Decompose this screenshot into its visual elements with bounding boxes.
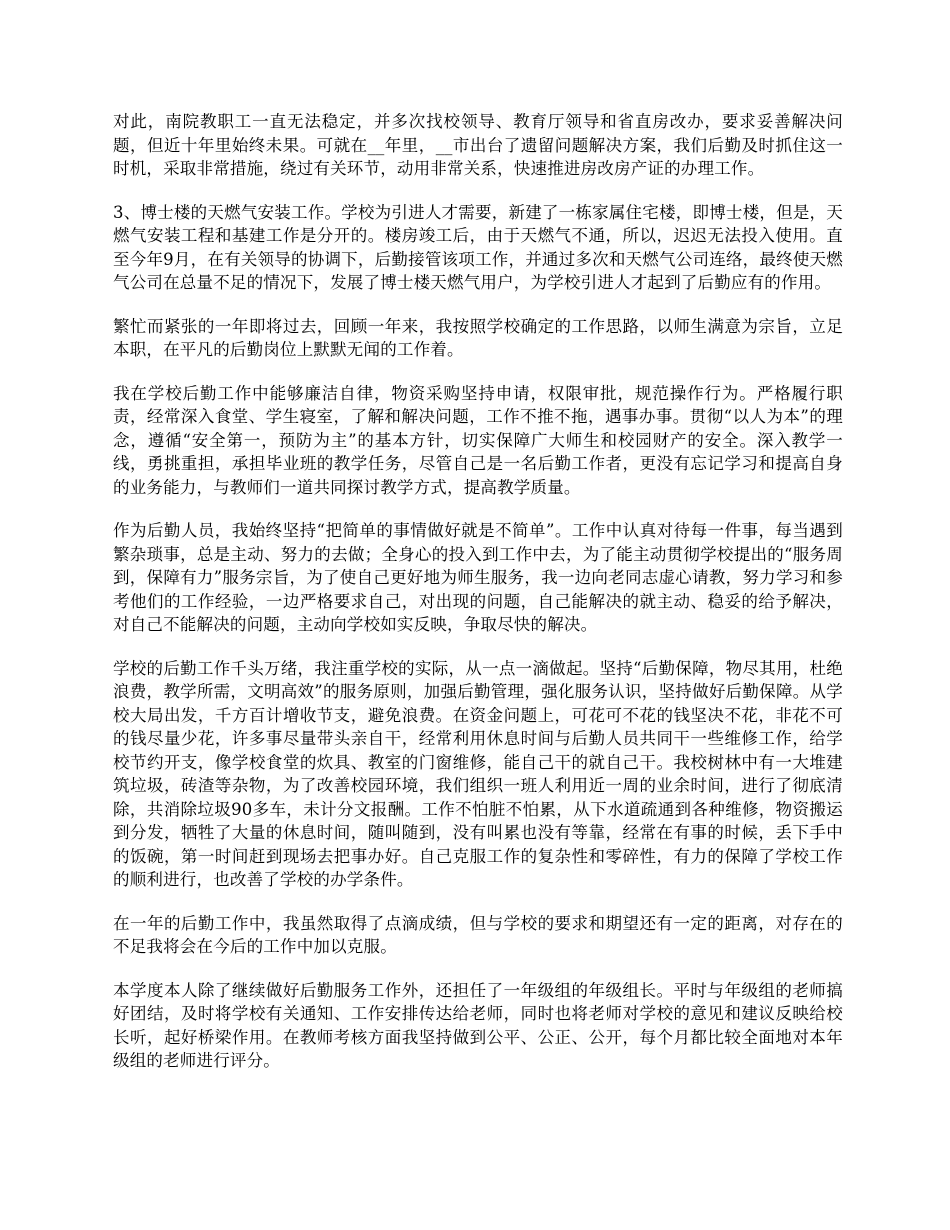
paragraph-shortcomings: 在一年的后勤工作中，我虽然取得了点滴成绩，但与学校的要求和期望还有一定的距离，对存在的不足我将会在今后的工作中加以克服。 <box>113 913 843 956</box>
paragraph-gas-installation: 3、博士楼的天燃气安装工作。学校为引进人才需要，新建了一栋家属住宅楼，即博士楼，但是，天燃气安装工程和基建工作是分开的。楼房竣工后，由于天燃气不通，所以，迟迟无法投入使用。直至今年9月，在有关领导的协调下，后勤接管该项工作，并通过多次和天燃气公司连络，最终使天燃气公司在总量不足的情况下，发展了博士楼天燃气用户，为学校引进人才起到了后勤应有的作用。 <box>113 202 843 292</box>
paragraph-logistics-work: 学校的后勤工作千头万绪，我注重学校的实际，从一点一滴做起。坚持“后勤保障，物尽其用，杜绝浪费，教学所需，文明高效”的服务原则，加强后勤管理，强化服务认识，坚持做好后勤保障。从学校大局出发，千方百计增收节支，避免浪费。在资金问题上，可花可不花的钱坚决不花，非花不可的钱尽量少花，许多事尽量带头亲自干，经常利用休息时间与后勤人员共同干一些维修工作，给学校节约开支，像学校食堂的炊具、教室的门窗维修，能自己干的就自己干。我校树林中有一大堆建筑垃圾，砖渣等杂物，为了改善校园环境，我们组织一班人利用近一周的业余时间，进行了彻底清除，共消除垃圾90多车，未计分文报酬。工作不怕脏不怕累，从下水道疏通到各种维修，物资搬运到分发，牺牲了大量的休息时间，随叫随到，没有叫累也没有等靠，经常在有事的时候，丢下手中的饭碗，第一时间赶到现场去把事办好。自己克服工作的复杂性和零碎性，有力的保障了学校工作的顺利进行，也改善了学校的办学条件。 <box>113 658 843 889</box>
paragraph-year-review: 繁忙而紧张的一年即将过去，回顾一年来，我按照学校确定的工作思路，以师生满意为宗旨，立足本职，在平凡的后勤岗位上默默无闻的工作着。 <box>113 316 843 359</box>
paragraph-integrity: 我在学校后勤工作中能够廉洁自律，物资采购坚持申请，权限审批，规范操作行为。严格履行职责，经常深入食堂、学生寝室，了解和解决问题，工作不推不拖，遇事办事。贯彻“以人为本”的理念，遵循“安全第一，预防为主”的基本方针，切实保障广大师生和校园财产的安全。深入教学一线，勇挑重担，承担毕业班的教学任务，尽管自己是一名后勤工作者，更没有忘记学习和提高自身的业务能力，与教师们一道共同探讨教学方式，提高教学质量。 <box>113 383 843 497</box>
paragraph-service-attitude: 作为后勤人员，我始终坚持“把简单的事情做好就是不简单”。工作中认真对待每一件事，每当遇到繁杂琐事，总是主动、努力的去做；全身心的投入到工作中去，为了能主动贯彻学校提出的“服务周到，保障有力”服务宗旨，为了使自己更好地为师生服务，我一边向老同志虚心请教，努力学习和参考他们的工作经验，一边严格要求自己，对出现的问题，自己能解决的就主动、稳妥的给予解决，对自己不能解决的问题，主动向学校如实反映，争取尽快的解决。 <box>113 521 843 634</box>
paragraph-property-certificate: 对此，南院教职工一直无法稳定，并多次找校领导、教育厅领导和省直房改办，要求妥善解决问题，但近十年里始终未果。可就在__年里，__市出台了遗留问题解决方案，我们后勤及时抓住这一时机，采取非常措施，绕过有关环节，动用非常关系，快速推进房改房产证的办理工作。 <box>113 112 843 178</box>
document-body <box>113 110 843 1073</box>
paragraph-grade-leader: 本学度本人除了继续做好后勤服务工作外，还担任了一年级组的年级组长。平时与年级组的老师搞好团结，及时将学校有关通知、工作安排传达给老师，同时也将老师对学校的意见和建议反映给校长听，起好桥梁作用。在教师考核方面我坚持做到公平、公正、公开，每个月都比较全面地对本年级组的老师进行评分。 <box>113 980 843 1070</box>
